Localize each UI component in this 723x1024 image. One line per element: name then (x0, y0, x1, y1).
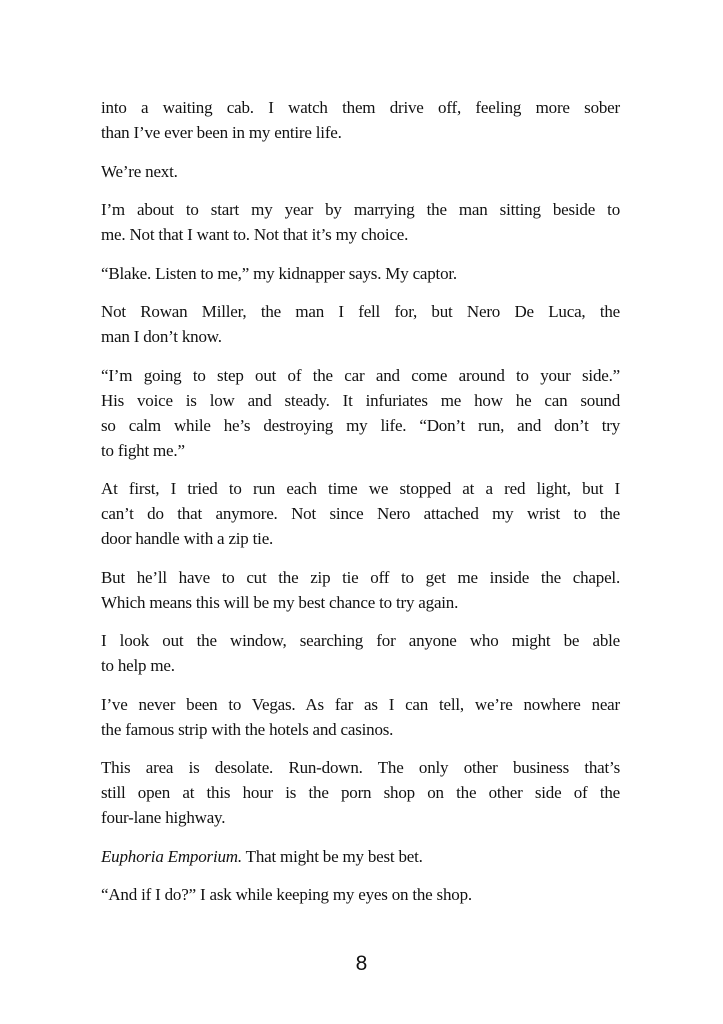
text-line: to help me. (101, 656, 175, 675)
text-line: than I’ve ever been in my entire life. (101, 123, 342, 142)
text-line: “And if I do?” I ask while keeping my eyes on the shop. (101, 885, 472, 904)
paragraph (101, 159, 620, 184)
text-line: so calm while he’s destroying my life. “Don’t run, and don’t try (101, 415, 620, 435)
text-line: “Blake. Listen to me,” my kidnapper says. My captor. (101, 263, 457, 283)
paragraph (101, 882, 620, 907)
text-line: At first, I tried to run each time we stopped at a red light, but I (101, 479, 620, 498)
text-line: I’ve never been to Vegas. As far as I can tell, we’re nowhere near (101, 694, 620, 714)
paragraph (101, 844, 620, 869)
text-line: into a waiting cab. I watch them drive off, feeling more sober (101, 98, 620, 117)
text-line: I look out the window, searching for anyone who might be able (101, 631, 620, 650)
paragraph (101, 261, 620, 286)
text-line: We’re next. (101, 161, 178, 181)
text-line: Which means this will be my best chance to try again. (101, 592, 459, 612)
text-line: still open at this hour is the porn shop on the other side of the (101, 783, 620, 802)
text-line: But he’ll have to cut the zip tie off to get me inside the chapel. (101, 567, 620, 587)
text-line: the famous strip with the hotels and casinos. (101, 719, 394, 739)
text-line: to fight me.” (101, 440, 185, 460)
text-line: door handle with a zip tie. (101, 529, 274, 548)
text-line: can’t do that anymore. Not since Nero attached my wrist to the (101, 504, 620, 523)
paragraph (101, 755, 620, 830)
text-segment: That might be my best bet. (241, 846, 423, 866)
text-line: Not Rowan Miller, the man I fell for, but Nero De Luca, the (101, 302, 620, 321)
paragraph (101, 565, 620, 615)
text-line: me. Not that I want to. Not that it’s my choice. (101, 225, 409, 244)
paragraph (101, 692, 620, 742)
text-line: four-lane highway. (101, 808, 226, 827)
text-block (101, 95, 620, 921)
text-line (101, 844, 620, 869)
paragraph (101, 628, 620, 678)
paragraph (101, 476, 620, 551)
text-line: I’m about to start my year by marrying the man sitting beside to (101, 200, 620, 219)
paragraph (101, 299, 620, 349)
text-line: “I’m going to step out of the car and come around to your side.” (101, 365, 620, 385)
text-line: man I don’t know. (101, 327, 222, 346)
text-line: This area is desolate. Run-down. The only other business that’s (101, 758, 620, 777)
paragraph (101, 363, 620, 463)
paragraph (101, 95, 620, 145)
page-number: 8 (355, 952, 368, 975)
text-line: His voice is low and steady. It infuriates me how he can sound (101, 390, 620, 410)
italic-phrase: Euphoria Emporium. (101, 846, 242, 866)
paragraph (101, 197, 620, 247)
